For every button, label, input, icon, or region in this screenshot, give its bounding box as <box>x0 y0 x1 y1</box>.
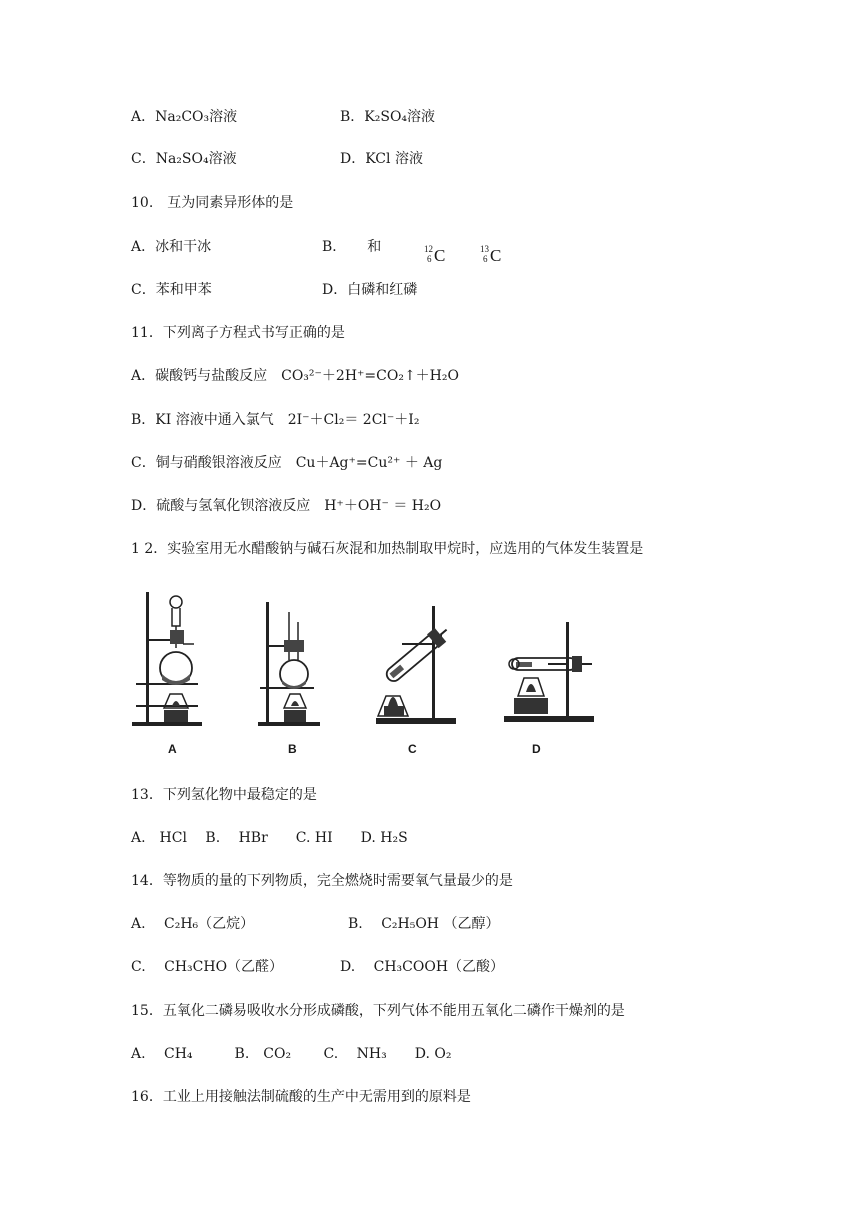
q13-options: A. HCl B. HBr C. HI D. H₂S <box>131 830 408 846</box>
q9-option-a: A．Na₂CO₃溶液 <box>131 109 238 125</box>
q11-stem: 11．下列离子方程式书写正确的是 <box>131 325 345 341</box>
q15-options: A. CH₄ B. CO₂ C. NH₃ D. O₂ <box>131 1046 452 1062</box>
q9-option-c: C．Na₂SO₄溶液 <box>131 151 237 167</box>
apparatus-d-label: D <box>532 742 541 756</box>
q13-stem: 13．下列氢化物中最稳定的是 <box>131 787 317 803</box>
apparatus-c-figure <box>362 600 462 730</box>
q10-option-b: B． 和 <box>322 239 382 255</box>
apparatus-b-figure <box>256 600 326 730</box>
apparatus-b-label: B <box>288 742 297 756</box>
q10-option-a: A．冰和干冰 <box>131 239 212 255</box>
q12-stem: 1 2．实验室用无水醋酸钠与碱石灰混和加热制取甲烷时，应选用的气体发生装置是 <box>131 541 644 557</box>
q11-option-a: A．碳酸钙与盐酸反应 CO₃²⁻＋2H⁺=CO₂↑＋H₂O <box>131 368 459 384</box>
apparatus-d-figure <box>484 600 604 730</box>
q16-stem: 16．工业上用接触法制硫酸的生产中无需用到的原料是 <box>131 1089 471 1105</box>
carbon-13-isotope: 13 6 C <box>480 244 502 265</box>
q9-option-b: B．K₂SO₄溶液 <box>340 109 436 125</box>
apparatus-a-figure <box>128 590 208 730</box>
q15-stem: 15．五氧化二磷易吸收水分形成磷酸，下列气体不能用五氧化二磷作干燥剂的是 <box>131 1003 625 1019</box>
q14-stem: 14．等物质的量的下列物质，完全燃烧时需要氧气量最少的是 <box>131 873 513 889</box>
apparatus-c-label: C <box>408 742 417 756</box>
q10-option-d: D．白磷和红磷 <box>322 282 418 298</box>
apparatus-a-label: A <box>168 742 177 756</box>
q9-option-d: D．KCl 溶液 <box>340 151 423 167</box>
q11-option-d: D．硫酸与氢氧化钡溶液反应 H⁺＋OH⁻ ＝ H₂O <box>131 498 442 514</box>
q11-option-b: B．KI 溶液中通入氯气 2I⁻＋Cl₂＝ 2Cl⁻＋I₂ <box>131 412 420 428</box>
q14-option-a: A. C₂H₆（乙烷） <box>131 916 255 932</box>
q14-option-d: D. CH₃COOH（乙酸） <box>340 959 505 975</box>
q14-option-c: C. CH₃CHO（乙醛） <box>131 959 284 975</box>
q10-stem: 10. 互为同素异形体的是 <box>131 195 294 211</box>
q11-option-c: C．铜与硝酸银溶液反应 Cu＋Ag⁺=Cu²⁺ ＋ Ag <box>131 455 443 471</box>
q14-option-b: B. C₂H₅OH （乙醇） <box>348 916 500 932</box>
carbon-12-isotope: 12 6 C <box>424 244 446 265</box>
q10-option-c: C．苯和甲苯 <box>131 282 212 298</box>
